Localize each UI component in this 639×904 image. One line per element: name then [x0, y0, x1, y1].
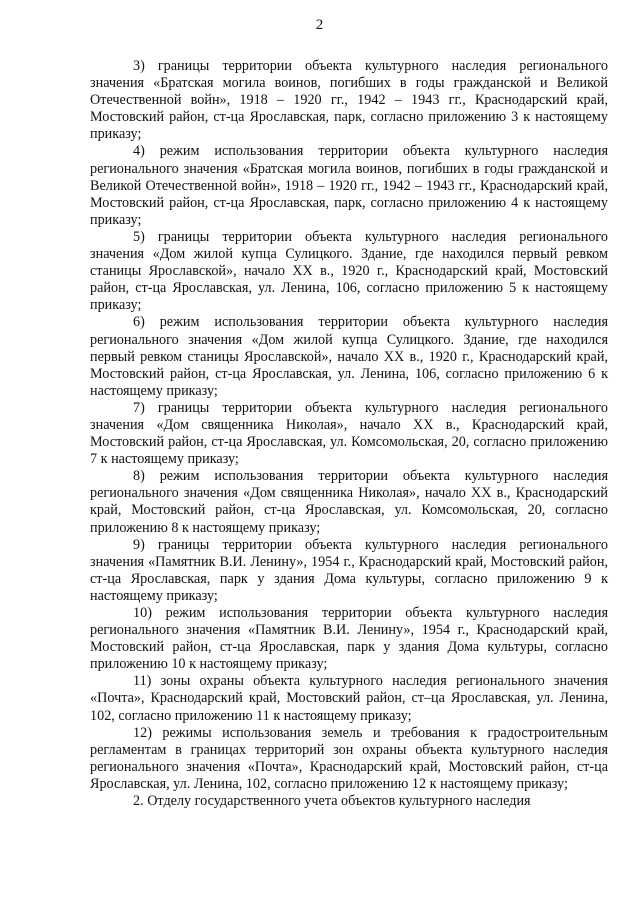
paragraph-item-7: 7) границы территории объекта культурного наследия регионального значения «Дом священника Николая», начало XX в., Краснодарский край, Мостовский район, ст-ца Ярославская, ул. Комсомольская, 20, согласно приложению 7 к настоящему приказу; — [90, 399, 608, 468]
paragraph-item-10: 10) режим использования территории объекта культурного наследия регионального значения «Памятник В.И. Ленину», 1954 г., Краснодарский край, Мостовский район, ст-ца Ярославская, парк у здания Дома культуры, согласно приложению 10 к настоящему приказу; — [90, 605, 608, 673]
paragraph-item-4: 4) режим использования территории объекта культурного наследия регионального значения «Братская могила воинов, погибших в годы гражданской и Великой Отечественной войн», 1918 – 1920 гг., 1942 – 1943 гг., Краснодарский край, Мостовский район, ст-ца Ярославская, парк, согласно приложению 4 к настоящему приказу; — [90, 143, 608, 228]
page-number: 2 — [315, 17, 324, 33]
paragraph-item-6: 6) режим использования территории объекта культурного наследия регионального значения «Дом жилой купца Сулицкого. Здание, где находился первый ревком станицы Ярославской», начало XX в., 1920 г., Краснодарский край, Мостовский район, ст-ца Ярославская, ул. Ленина, 106, согласно приложению 6 к настоящему приказу; — [90, 314, 608, 399]
paragraph-section-2: 2. Отделу государственного учета объектов культурного наследия — [133, 793, 531, 810]
paragraph-item-3: 3) границы территории объекта культурного наследия регионального значения «Братская могила воинов, погибших в годы гражданской и Великой Отечественной войн», 1918 – 1920 гг., 1942 – 1943 гг., Краснодарский край, Мостовский район, ст-ца Ярославская, парк, согласно приложению 3 к настоящему приказу; — [90, 58, 608, 143]
paragraph-item-9: 9) границы территории объекта культурного наследия регионального значения «Памятник В.И. Ленину», 1954 г., Краснодарский край, Мостовский район, ст-ца Ярославская, парк у здания Дома культуры, согласно приложению 9 к настоящему приказу; — [90, 536, 608, 604]
paragraph-item-11: 11) зоны охраны объекта культурного наследия регионального значения «Почта», Краснодарский край, Мостовский район, ст–ца Ярославская, ул. Ленина, 102, согласно приложению 11 к настоящему приказу; — [90, 673, 608, 724]
paragraph-item-12: 12) режимы использования земель и требования к градостроительным регламентам в границах территорий зон охраны объекта культурного наследия регионального значения «Почта», Краснодарский край, Мостовский район, ст-ца Ярославская, ул. Ленина, 102, согласно приложению 12 к настоящему приказу; — [90, 724, 608, 792]
paragraph-item-8: 8) режим использования территории объекта культурного наследия регионального значения «Дом священника Николая», начало XX в., Краснодарский край, Мостовский район, ст-ца Ярославская, ул. Комсомольская, 20, согласно приложению 8 к настоящему приказу; — [90, 468, 608, 536]
paragraph-item-5: 5) границы территории объекта культурного наследия регионального значения «Дом жилой купца Сулицкого. Здание, где находился первый ревком станицы Ярославской», начало XX в., 1920 г., Краснодарский край, Мостовский район, ст-ца Ярославская, ул. Ленина, 106, согласно приложению 5 к настоящему приказу; — [90, 228, 608, 314]
document-body — [90, 58, 608, 810]
